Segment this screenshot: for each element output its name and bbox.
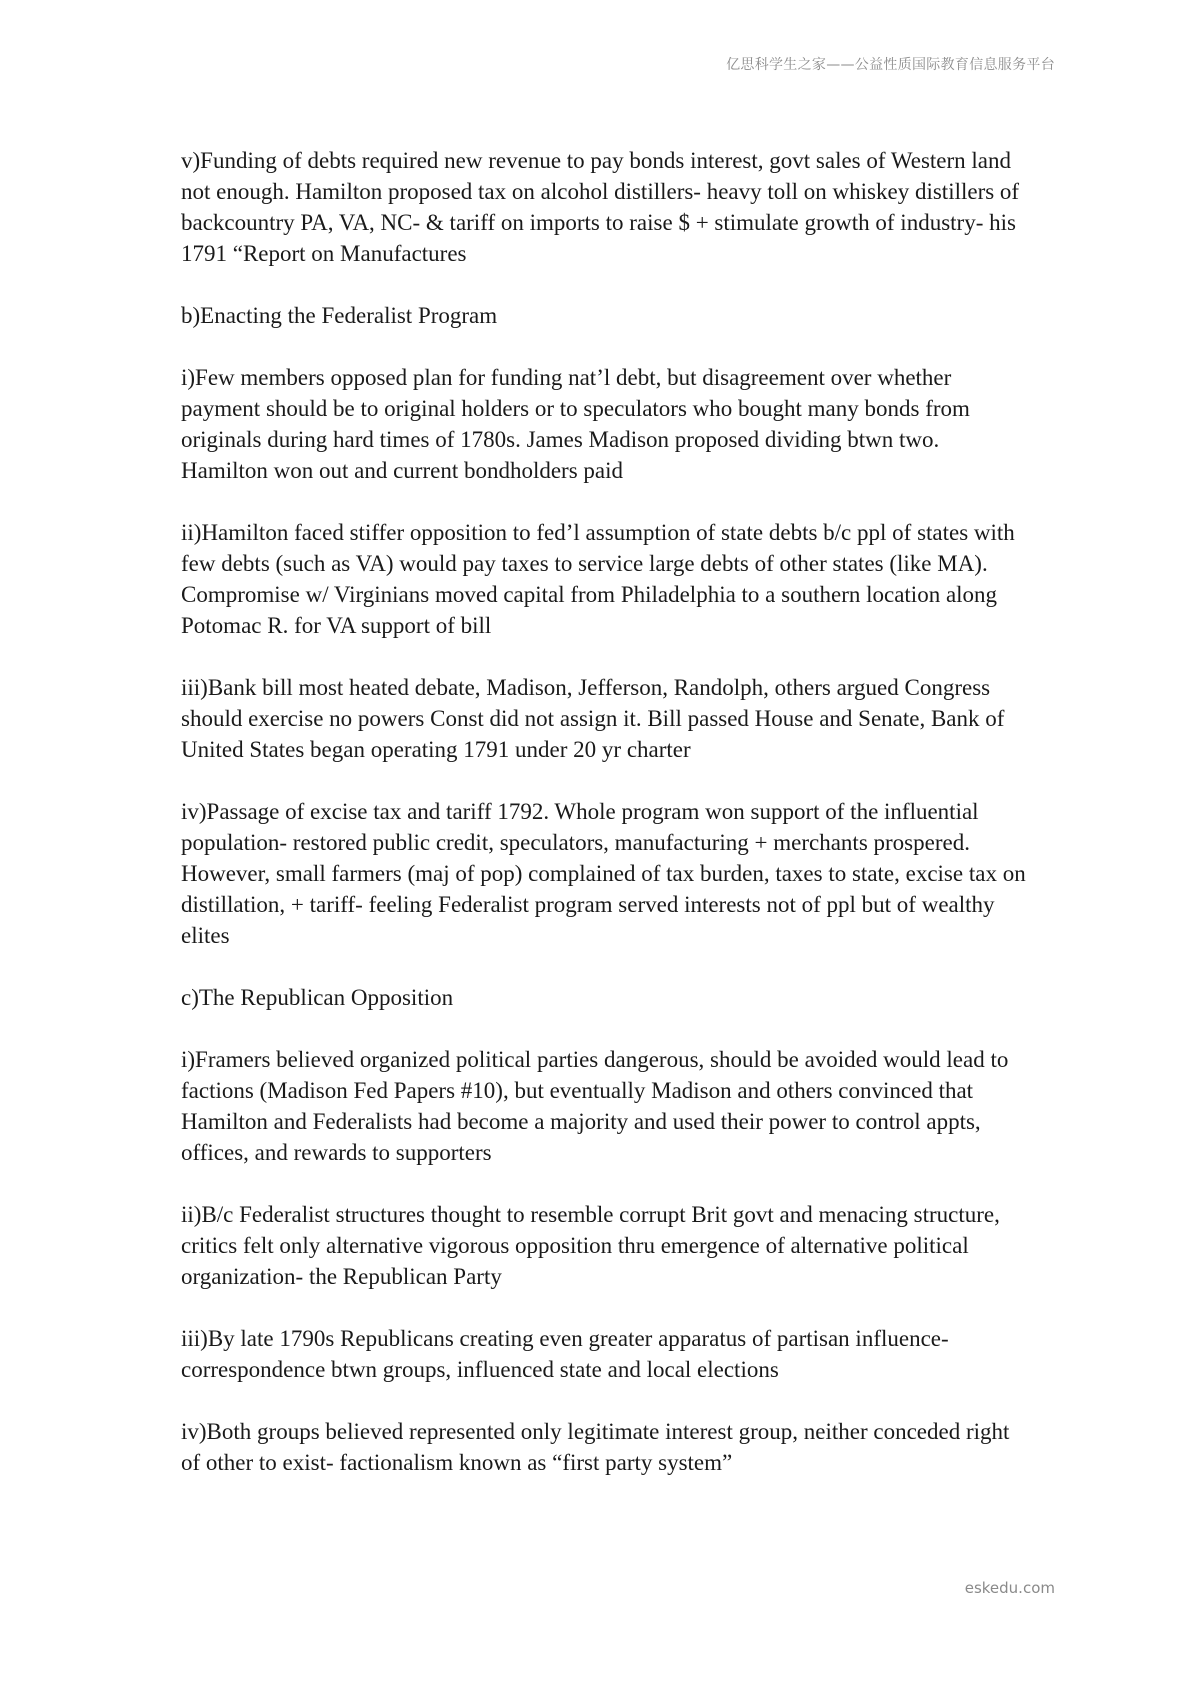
paragraph: ii)Hamilton faced stiffer opposition to fed’l assumption of state debts b/c ppl of states with few debts (such as VA) would pay taxes to service large debts of other states (like MA). Compromise w/ Virginians moved capital from Philadelphia to a southern location along Potomac R. for VA support of bill — [181, 520, 1015, 638]
section-heading: c)The Republican Opposition — [181, 985, 454, 1010]
paragraph: iii)Bank bill most heated debate, Madison, Jefferson, Randolph, others argued Congress should exercise no powers Const did not assign it. Bill passed House and Senate, Bank of United States began operating 1791 under 20 yr charter — [181, 675, 1005, 762]
paragraph: i)Few members opposed plan for funding nat’l debt, but disagreement over whether payment should be to original holders or to speculators who bought many bonds from originals during hard times of 1780s. James Madison proposed dividing btwn two. Hamilton won out and current bondholders paid — [181, 365, 970, 483]
section-heading: b)Enacting the Federalist Program — [181, 303, 498, 328]
paragraph: v)Funding of debts required new revenue to pay bonds interest, govt sales of Western land not enough. Hamilton proposed tax on alcohol distillers- heavy toll on whiskey distillers of backcountry PA, VA, NC- & tariff on imports to raise $ + stimulate growth of industry- his 1791 “Report on Manufactures — [181, 148, 1020, 266]
page-footer: eskedu.com — [964, 1579, 1055, 1597]
paragraph: iv)Both groups believed represented only legitimate interest group, neither conceded right of other to exist- factionalism known as “first party system” — [181, 1419, 1010, 1475]
paragraph: iv)Passage of excise tax and tariff 1792. Whole program won support of the influential population- restored public credit, speculators, manufacturing + merchants prospered. However, small farmers (maj of pop) complained of tax burden, taxes to state, excise tax on distillation, + tariff- feeling Federalist program served interests not of ppl but of wealthy elites — [181, 799, 1026, 948]
paragraph: ii)B/c Federalist structures thought to resemble corrupt Brit govt and menacing structure, critics felt only alternative vigorous opposition thru emergence of alternative political organization- the Republican Party — [181, 1202, 1000, 1289]
page-header: 亿思科学生之家——公益性质国际教育信息服务平台 — [726, 57, 1055, 73]
paragraph: iii)By late 1790s Republicans creating even greater apparatus of partisan influence- correspondence btwn groups, influenced state and local elections — [181, 1326, 949, 1382]
document-body — [181, 145, 1031, 1509]
paragraph: i)Framers believed organized political parties dangerous, should be avoided would lead to factions (Madison Fed Papers #10), but eventually Madison and others convinced that Hamilton and Federalists had become a majority and used their power to control appts, offices, and rewards to supporters — [181, 1047, 1009, 1165]
